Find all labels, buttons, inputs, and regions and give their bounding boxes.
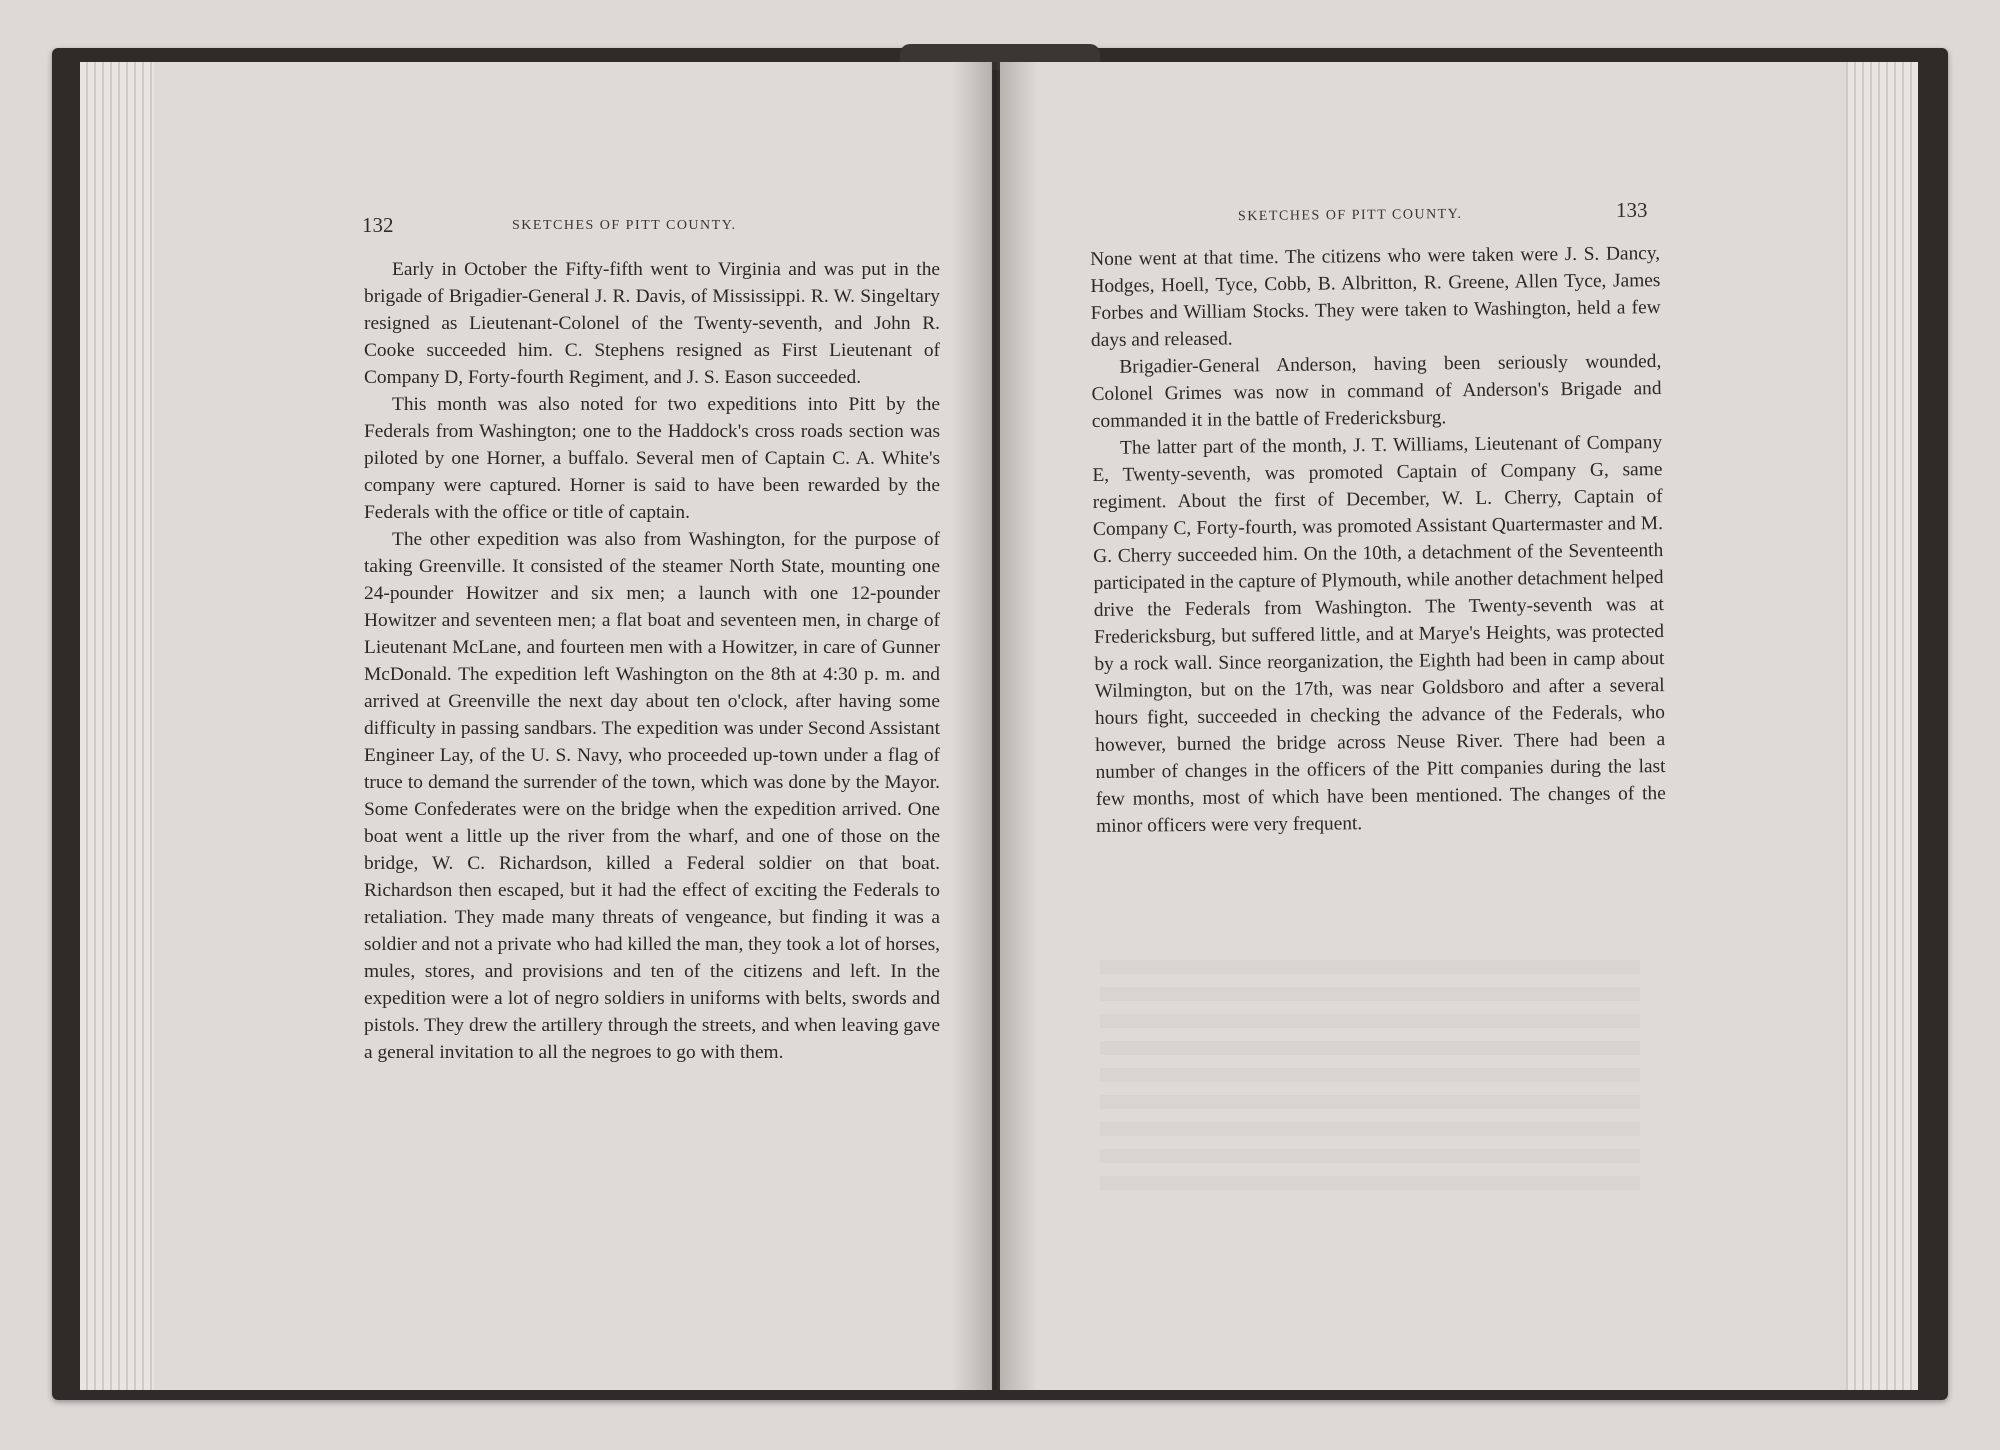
left-running-header: SKETCHES OF PITT COUNTY. [512,218,737,233]
paragraph: This month was also noted for two expeditions into Pitt by the Federals from Washington; one to the Haddock's cross roads section was piloted by one Horner, a buffalo. Several men of Captain C. A. White's company were captured. Horner is said to have been rewarded by the Federals with the office or title of captain. [364,394,940,523]
paragraph: The latter part of the month, J. T. Williams, Lieutenant of Company E, Twenty-seventh, was promoted Captain of Company G, same regiment. About the first of December, W. L. Cherry, Captain of Company C, Forty-fourth, was promoted Assistant Quartermaster and M. G. Cherry succeeded him. On the 10th, a detachment of the Seventeenth participated in the capture of Plymouth, while another detachment helped drive the Federals from Washington. The Twenty-seventh was at Fredericksburg, but suffered little, and at Marye's Heights, was protected by a rock wall. Since reorganization, the Eighth had been in camp about Wilmington, but on the 17th, was near Goldsboro and after a several hours fight, succeeded in checking the advance of the Federals, who however, burned the bridge across Neuse River. There had been a number of changes in the officers of the Pitt companies during the last few months, most of which have been mentioned. The changes of the minor officers were very frequent. [1092,432,1666,837]
left-page-text [364,256,940,1066]
show-through-text [1100,960,1640,1200]
right-page-edges [1846,62,1918,1390]
left-page-edges [80,62,154,1390]
right-page-number: 133 [1616,198,1648,222]
right-running-header: SKETCHES OF PITT COUNTY. [1237,206,1463,225]
paragraph: Early in October the Fifty-fifth went to Virginia and was put in the brigade of Brigadier-General J. R. Davis, of Mississippi. R. W. Singeltary resigned as Lieutenant-Colonel of the Twenty-seventh, and John R. Cooke succeeded him. C. Stephens resigned as First Lieutenant of Company D, Forty-fourth Regiment, and J. S. Eason succeeded. [364,259,940,388]
page-gutter [952,62,1038,1390]
right-page-text [1090,240,1666,840]
paragraph: Brigadier-General Anderson, having been seriously wounded, Colonel Grimes was now in command of Anderson's Brigade and commanded it in the battle of Fredericksburg. [1091,351,1662,432]
paragraph: The other expedition was also from Washington, for the purpose of taking Greenville. It consisted of the steamer North State, mounting one 24-pounder Howitzer and six men; a launch with one 12-pounder Howitzer and seventeen men; a flat boat and seventeen men, in charge of Lieutenant McLane, and fourteen men with a Howitzer, in care of Gunner McDonald. The expedition left Washington on the 8th at 4:30 p. m. and arrived at Greenville the next day about ten o'clock, after having some difficulty in passing sandbars. The expedition was under Second Assistant Engineer Lay, of the U. S. Navy, who proceeded up-town under a flag of truce to demand the surrender of the town, which was done by the Mayor. Some Confederates were on the bridge when the expedition arrived. One boat went a little up the river from the wharf, and one of those on the bridge, W. C. Richardson, killed a Federal soldier on that boat. Richardson then escaped, but it had the effect of exciting the Federals to retaliation. They made many threats of vengeance, but finding it was a soldier and not a private who had killed the man, they took a lot of horses, mules, stores, and provisions and ten of the citizens and left. In the expedition were a lot of negro soldiers in uniforms with belts, swords and pistols. They drew the artillery through the streets, and when leaving gave a general invitation to all the negroes to go with them. [364,529,940,1063]
paragraph: None went at that time. The citizens who were taken were J. S. Dancy, Hodges, Hoell, Tyce, Cobb, B. Albritton, R. Greene, Allen Tyce, James Forbes and William Stocks. They were taken to Washington, held a few days and released. [1090,243,1661,351]
left-page-number: 132 [362,213,394,237]
